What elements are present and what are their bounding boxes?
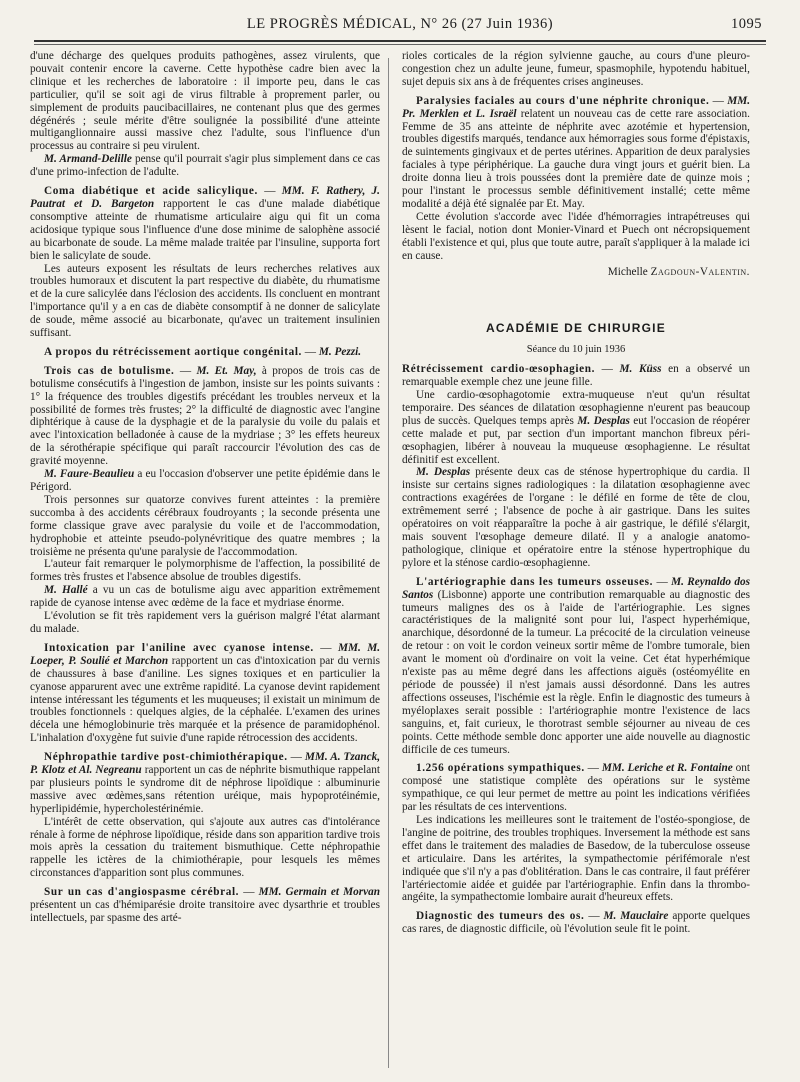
paragraph: L'intérêt de cette observation, qui s'ajoute aux autres cas d'intolérance rénale à forme de néphrose lipoïdique, réside dans son apparition tardive trois mois après la cessation du traitement bismuthique. Cette néphropathie rappelle les ictères de la chimiothérapie, pour lesquels les mêmes circonstances d'apparition sont plus communes. [30, 815, 380, 880]
paragraph-text: rapportent le cas d'une malade diabétique consomptive atteinte de rhumatisme articulaire aigu qui fit un coma acidosique typique sous l'influence d'une dose minime de salophène associé au bicarbonate de soude. La même malade traitée par l'insuline, supporta fort bien le salicylate de soude. [30, 197, 380, 262]
section-retrecissement-cardio: Rétrécissement cardio-œsophagien. — M. Küss en a observé un remarquable exemple chez une jeune fille. [402, 363, 750, 389]
session-date: Séance du 10 juin 1936 [526, 344, 626, 356]
paragraph: Cette évolution s'accorde avec l'idée d'hémorragies intrapétreuses qui lèsent le facial, notion dont Monier-Vinard et Puech ont nécropsiquement établi l'existence et qui, plus que toute autre, paraît s'appliquer à la malade ici en cause. [402, 210, 750, 262]
signature-first-name: Michelle [607, 265, 651, 278]
signature-last-name: Zagdoun-Valentin. [650, 265, 750, 278]
page-number: 1095 [731, 16, 762, 32]
section-botulisme: Trois cas de botulisme. — M. Et. May, à propos de trois cas de botulisme consécutifs à l'ingestion de jambon, insiste sur les points suivants : 1° la fréquence des troubles digestifs précédant les troubles nerveux et la possibilité de formes très frustes; 2° la difficulté de diagnostic avec l'angine diphtérique à cause de la dysphagie et de la paralysie du voile du palais et avec l'intoxication belladonée à cause de la mydriase ; 3° les effets heureux de la sérothérapie spécifique qui paraît raccourcir l'évolution des cas de gravité moyenne. [30, 364, 380, 468]
section-title: L'artériographie dans les tumeurs osseuses. [416, 575, 654, 588]
author-name: M. Pezzi. [318, 345, 362, 358]
signature [402, 266, 750, 279]
section-title: Sur un cas d'angiospasme cérébral. [44, 886, 240, 899]
running-header [30, 16, 770, 40]
paragraph-text: a vu un cas de botulisme aigu avec apparition extrêmement rapide de cyanose intense avec œdème de la face et mydriase énorme. [30, 584, 380, 610]
paragraph-text: à propos de trois cas de botulisme consécutifs à l'ingestion de jambon, insiste sur les points suivants : 1° la fréquence des troubles digestifs précédant les troubles nerveux et la possibilité de formes très frustes; 2° la difficulté de diagnostic avec l'angine diphtérique à cause de la dysphagie et de la paralysie du voile du palais et avec l'intoxication belladonée à cause de la mydriase ; 3° les effets heureux de la sérothérapie spécifique qui paraît raccourcir l'évolution des cas de gravité moyenne. [30, 364, 380, 468]
paragraph: rioles corticales de la région sylvienne gauche, au cours d'une pleuro-congestion chez un adulte jeune, fumeur, spasmophile, hypotendu habituel, sujet depuis six ans à de fréquentes crises angineuses. [402, 50, 750, 88]
author-name: M. Desplas [577, 414, 630, 427]
paragraph-text: relatent un nouveau cas de cette rare association. Femme de 35 ans atteinte de néphrite avec azotémie et hypertension, troubles digestifs marqués, tendance aux hémorragies sous forme d'épistaxis, de suintements gingivaux et de pertes utérines. Apparition de deux paralysies faciales à type périphérique. La gauche dura vingt jours et guérit bien. La droite donna lieu à trois poussées dont la première date de quinze mois ; pour l'instant le processus semble définitivement installé; cette même modalité a déjà été signalée par Et. May. [402, 107, 750, 210]
section-coma-diabetique: Coma diabétique et acide salicylique. — MM. F. Rathery, J. Pautrat et D. Bargeton rapportent le cas d'une malade diabétique consomptive atteinte de rhumatisme articulaire aigu qui fit un coma acidosique typique sous l'influence d'une dose minime de salophène associé au bicarbonate de soude. La même malade traitée par l'insuline, supporta fort bien le salicylate de soude. [30, 185, 380, 262]
section-intoxication-aniline: Intoxication par l'aniline avec cyanose intense. — MM. M. Loeper, P. Soulié et Marchon rapportent un cas d'intoxication par du vernis de chaussures à base d'aniline. Les signes toxiques et en particulier la cyanose apparurent avec une extrême rapidité. La cyanose devint rapidement intense intéressant les téguments et les muqueuses; il existait un minimum de troubles fonctionnels : quelques algies, de la céphalée. L'examen des urines décela une hémoglobinurie très marquée et la présence de paramidophénol. L'inhalation d'oxygène fut suivie d'une rapide rétrocession des accidents. [30, 641, 380, 745]
section-title: 1.256 opérations sympathiques. [416, 762, 585, 775]
paragraph: L'évolution se fit très rapidement vers la guérison malgré l'état alarmant du malade. [30, 610, 380, 635]
paragraph: L'auteur fait remarquer le polymorphisme de l'affection, la possibilité de formes très frustes et l'absence absolue de troubles digestifs. [30, 558, 380, 584]
section-title: Paralysies faciales au cours d'une néphrite chronique. [416, 94, 710, 107]
author-name: M. Desplas [416, 466, 471, 479]
section-operations-sympathiques: 1.256 opérations sympathiques. — MM. Leriche et R. Fontaine ont composé une statistique complète des opérations sur le système sympathique, ce qui leur permet de mettre au point les indications vérifiées par les résultats de ces interventions. [402, 762, 750, 814]
author-names: MM. Leriche et R. Fontaine [601, 762, 733, 775]
column-divider [388, 58, 389, 1068]
section-paralysies-faciales: Paralysies faciales au cours d'une néphrite chronique. — MM. Pr. Merklen et L. Israël relatent un nouveau cas de cette rare association. Femme de 35 ans atteinte de néphrite avec azotémie et hypertension, troubles digestifs marqués, tendance aux hémorragies sous forme d'épistaxis, de suintements gingivaux et de pertes utérines. Apparition de deux paralysies faciales à type périphérique. La gauche dura vingt jours et guérit bien. La droite donna lieu à trois poussées dont la première date de quinze mois ; pour l'instant le processus semble définitivement installé; cette même modalité a déjà été signalée par Et. May. [402, 94, 750, 210]
left-column [30, 50, 380, 1065]
section-retrecissement-aortique: A propos du rétrécissement aortique congénital. — M. Pezzi. [44, 345, 362, 358]
section-title: Coma diabétique et acide salicylique. [44, 185, 258, 198]
author-names: MM. A. Tzanck, P. Klotz et Al. Negreanu [30, 751, 380, 777]
paragraph-text: a eu l'occasion d'observer une petite épidémie dans le Périgord. [30, 468, 380, 493]
paragraph-text: présentent un cas d'hémiparésie droite transitoire avec dysarthrie et troubles intellectuels, par spasme des arté- [30, 899, 380, 924]
paragraph-text: Une cardio-œsophagotomie extra-muqueuse n'eut qu'un résultat temporaire. Des séances de dilatation œsophagienne n'eurent pas beaucoup plus de succès. Quelques temps après [402, 389, 750, 427]
author-names: MM. Pr. Merklen et L. Israël [402, 94, 750, 120]
academy-heading: ACADÉMIE DE CHIRURGIE [486, 321, 666, 336]
paragraph [30, 584, 380, 610]
paragraph-text: rapportent un cas d'intoxication par du vernis de chaussures à base d'aniline. Les signes toxiques et en particulier la cyanose apparurent avec une extrême rapidité. La cyanose devint rapidement intense intéressant les téguments et les muqueuses; il existait un minimum de troubles fonctionnels : quelques algies, de la céphalée. L'examen des urines décela une hémoglobinurie très marquée et la présence de paramidophénol. L'inhalation d'oxygène fut suivie d'une rapide rétrocession des accidents. [30, 654, 380, 745]
author-name: M. Küss [619, 363, 662, 376]
section-title: A propos du rétrécissement aortique congénital. [44, 345, 302, 358]
paragraph-text: rapportent un cas de néphrite bismuthique rappelant par plusieurs points le syndrome dit de néphrose lipoïdique : albuminurie massive avec œdèmes,sans rétention uréique, mais hypoprotéinémie, hyperlipidémie, hypercholestérinémie. [30, 764, 380, 815]
paragraph [402, 466, 750, 569]
paragraph-text: en a observé un remarquable exemple chez une jeune fille. [402, 363, 750, 389]
paragraph-text: apporte quelques cas rares, de diagnostic difficile, où l'évolution seule fit le point. [402, 910, 750, 936]
header-rule [34, 40, 766, 45]
author-name: M. Et. May, [196, 364, 257, 377]
author-names: MM. F. Rathery, J. Pautrat et D. Bargeton [30, 185, 380, 210]
paragraph [30, 468, 380, 494]
paragraph-text: ont composé une statistique complète des opérations sur le système sympathique, ce qui leur permet de mettre au point les indications vérifiées par les résultats de ces interventions. [402, 762, 750, 814]
paragraph: Les auteurs exposent les résultats de leurs recherches relatives aux troubles humoraux et discutent la part respective du diabète, du rhumatisme et de la cure salicylée dans l'éclosion des accidents. Ils concluent en montrant l'importance qu'il y a en cas de diabète consomptif à ne donner de salicylate de soude, même associé au bicarbonate, qu'avec un traitement insulinien suffisant. [30, 262, 380, 340]
paragraph-text: présente deux cas de sténose hypertrophique du cardia. Il insiste sur certains signes radiologiques : la dilatation œsophagienne avec contractions exagérées de l'organe : le défilé en forme de tête de clou, extrêmement serré ; l'absence de poche à air gastrique. Dans les suites opératoires on voit réapparaître la poche à air gastrique, le défilé s'élargit, mais souvent l'œsophage demeure dilaté. Il y a analogie anatomo-pathologique, clinique et opératoire entre la sténose hypertrophique du pylore et la sténose cardio-œsophagienne. [402, 466, 750, 569]
section-title: Néphropathie tardive post-chimiothérapique. [44, 751, 288, 764]
section-tumeurs-os: Diagnostic des tumeurs des os. — M. Mauclaire apporte quelques cas rares, de diagnostic difficile, où l'évolution seule fit le point. [402, 910, 750, 936]
paragraph: Les indications les meilleures sont le traitement de l'ostéo-spongiose, de l'angine de poitrine, des troubles trophiques. Inversement la méthode est sans effet dans le traitement des maladies de Basedow, de la tuberculose osseuse et articulaire. Dans les artérites, la sympathectomie périfémorale n'est indiquée que s'il n'y a pas d'oblitération. Dans le cas contraire, il faut préférer l'artériectomie aidée et guidée par l'artériographie. Enfin dans la thrombo-angéite, la sympathectomie lombaire aurait d'heureux effets. [402, 814, 750, 904]
paragraph: d'une décharge des quelques produits pathogènes, assez virulents, que pouvait contenir encore la caverne. Cette hypothèse cadre bien avec la clinique et les recherches de laboratoire : il importe peu, dans le cas particulier, qu'il se soit agi de virus filtrable à proprement parler, ou simplement de produits paucibacillaires, ne contenant plus que des germes dégénérés ; seule mérite d'être soulignée la possibilité d'une atteinte multiganglionnaire aussi massive chez l'adulte, sous l'influence d'un processus au contraire si peu virulent. [30, 50, 380, 153]
paragraph [402, 389, 750, 466]
section-title: Rétrécissement cardio-œsophagien. [402, 363, 595, 376]
author-name: M. Mauclaire [603, 910, 669, 923]
author-names: MM. Germain et Morvan [258, 886, 380, 899]
author-name: M. Hallé [44, 584, 88, 597]
section-angiospasme: Sur un cas d'angiospasme cérébral. — MM. Germain et Morvan présentent un cas d'hémiparésie droite transitoire avec dysarthrie et troubles intellectuels, par spasme des arté- [30, 886, 380, 924]
paragraph-text: (Lisbonne) apporte une contribution remarquable au diagnostic des tumeurs malignes des os à l'aide de l'artériographie. Les signes caractéristiques de la malignité sont pour lui, l'aspect hyperhémique, anarchique, désordonné de la tumeur. La précocité de la circulation veineuse de retour : on voit le cordon veineux sortir même de l'ombre tumorale, bien avant le moment où d'ordinaire on voit la veine. Cet état hyperhémique n'existe pas au même degré dans les affections aiguës (ostéomyélite en période de poussée) il n'est jamais aussi désordonné. Dans les autres affections osseuses, l'ischémie est la règle. Enfin le diagnostic des tumeurs à myéloplaxes serait possible : l'artériographie montre l'existence de lacs sanguins, et, fait curieux, le thorotrast semble séjourner au niveau de ces points. Cette méthode semble donc apporter une aide nouvelle au diagnostic difficile de ces tumeurs. [402, 588, 750, 756]
journal-title: LE PROGRÈS MÉDICAL, N° 26 (27 Juin 1936) [246, 16, 554, 32]
author-name: M. Faure-Beaulieu [44, 468, 135, 481]
section-nephropathie: Néphropathie tardive post-chimiothérapique. — MM. A. Tzanck, P. Klotz et Al. Negreanu rapportent un cas de néphrite bismuthique rappelant par plusieurs points le syndrome dit de néphrose lipoïdique : albuminurie massive avec œdèmes,sans rétention uréique, mais hypoprotéinémie, hyperlipidémie, hypercholestérinémie. [30, 751, 380, 815]
section-title: Diagnostic des tumeurs des os. [416, 910, 585, 923]
section-title: Intoxication par l'aniline avec cyanose intense. [44, 641, 314, 654]
paragraph-text: pense qu'il pourrait s'agir plus simplement dans ce cas d'une primo-infection de l'adulte. [30, 153, 380, 179]
paragraph [30, 153, 380, 179]
paragraph-text: eut l'occasion de réopérer cette malade et put, par section d'un important manchon fibreux péri-œsophagien, libérer à nouveau la muqueuse œsophagienne. Le résultat définitif est excellent. [402, 414, 750, 466]
section-title: Trois cas de botulisme. [44, 364, 175, 377]
author-name: M. Armand-Delille [44, 153, 132, 166]
right-column [402, 50, 750, 1065]
author-names: MM. M. Loeper, P. Soulié et Marchon [30, 641, 380, 667]
author-names: M. Reynaldo dos Santos [402, 575, 750, 601]
section-arteriographie: L'artériographie dans les tumeurs osseuses. — M. Reynaldo dos Santos (Lisbonne) apporte une contribution remarquable au diagnostic des tumeurs malignes des os à l'aide de l'artériographie. Les signes caractéristiques de la malignité sont pour lui, l'aspect hyperhémique, anarchique, désordonné de la tumeur. La précocité de la circulation veineuse de retour : on voit le cordon veineux sortir même de l'ombre tumorale, bien avant le moment où d'ordinaire on voit la veine. Cet état hyperhémique n'existe pas au même degré dans les affections aiguës (ostéomyélite en période de poussée) il n'est jamais aussi désordonné. Dans les autres affections osseuses, l'ischémie est la règle. Enfin le diagnostic des tumeurs à myéloplaxes serait possible : l'artériographie montre l'existence de lacs sanguins, et, fait curieux, le thorotrast semble séjourner au niveau de ces points. Cette méthode semble donc apporter une aide nouvelle au diagnostic difficile de ces tumeurs. [402, 575, 750, 756]
paragraph: Trois personnes sur quatorze convives furent atteintes : la première succomba à des accidents cérébraux foudroyants ; la seconde présenta une forme classique grave avec paralysie du voile et de l'accommodation, hydrophobie et atteinte pseudo-polynévritique des quatre membres ; la troisième ne présenta qu'une paralysie de l'accommodation. [30, 493, 380, 558]
